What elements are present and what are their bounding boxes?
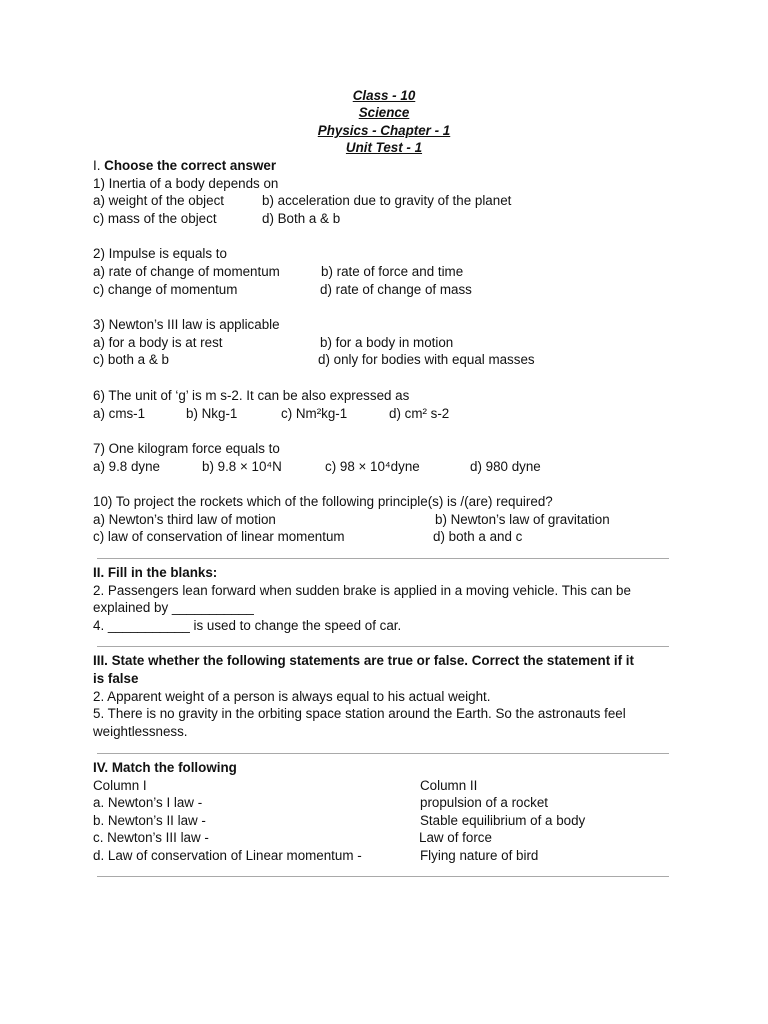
question-10-option-a: a) Newton’s third law of motion: [93, 512, 276, 527]
question-3: 3) Newton’s III law is applicable: [93, 317, 280, 332]
section-3-title-line-2: is false: [93, 671, 139, 686]
column-2-header: Column II: [420, 778, 478, 793]
question-2-option-c: c) change of momentum: [93, 282, 238, 297]
match-right-d: Flying nature of bird: [420, 848, 539, 863]
question-1-option-a: a) weight of the object: [93, 193, 225, 208]
question-1-option-d: d) Both a & b: [262, 211, 341, 226]
section-1-title: [93, 157, 276, 174]
match-left-a: a. Newton’s I law -: [93, 795, 203, 810]
match-left-c: c. Newton’s III law -: [93, 830, 209, 845]
question-6: 6) The unit of ‘g’ is m s-2. It can be also expressed as: [93, 388, 410, 403]
subject-heading: Science: [358, 105, 410, 120]
question-3-option-a: a) for a body is at rest: [93, 335, 223, 350]
question-7-option-b: b) 9.8 × 10⁴N: [202, 459, 282, 474]
question-3-option-c: c) both a & b: [93, 352, 169, 367]
section-divider: [97, 753, 669, 754]
fill-blank-2-line-2: explained by ___________: [93, 600, 254, 615]
column-1-header: Column I: [93, 778, 147, 793]
question-2-option-b: b) rate of force and time: [321, 264, 464, 279]
question-6-option-c: c) Nm²kg-1: [281, 406, 348, 421]
question-6-option-b: b) Nkg-1: [186, 406, 238, 421]
match-right-a: propulsion of a rocket: [420, 795, 549, 810]
question-1: 1) Inertia of a body depends on: [93, 176, 279, 191]
chapter-heading: Physics - Chapter - 1: [317, 123, 451, 138]
true-false-2: 2. Apparent weight of a person is always equal to his actual weight.: [93, 689, 491, 704]
match-right-c: Law of force: [419, 830, 492, 845]
match-right-b: Stable equilibrium of a body: [420, 813, 586, 828]
match-left-d: d. Law of conservation of Linear momentum -: [93, 848, 362, 863]
question-6-option-a: a) cms-1: [93, 406, 146, 421]
question-2-option-d: d) rate of change of mass: [320, 282, 472, 297]
question-10-option-b: b) Newton’s law of gravitation: [435, 512, 610, 527]
section-divider: [97, 876, 669, 877]
section-2-title: II. Fill in the blanks:: [93, 565, 218, 580]
section-4-title: IV. Match the following: [93, 760, 237, 775]
section-divider: [97, 646, 669, 647]
match-left-b: b. Newton’s II law -: [93, 813, 206, 828]
question-1-option-b: b) acceleration due to gravity of the planet: [262, 193, 512, 208]
question-2: 2) Impulse is equals to: [93, 246, 227, 261]
fill-blank-2-line-1: 2. Passengers lean forward when sudden brake is applied in a moving vehicle. This can be: [93, 583, 631, 598]
true-false-5-line-1: 5. There is no gravity in the orbiting space station around the Earth. So the astronauts feel: [93, 706, 626, 721]
question-7-option-a: a) 9.8 dyne: [93, 459, 160, 474]
question-1-option-c: c) mass of the object: [93, 211, 217, 226]
question-3-option-b: b) for a body in motion: [320, 335, 454, 350]
true-false-5-line-2: weightlessness.: [93, 724, 188, 739]
test-heading: Unit Test - 1: [345, 140, 423, 155]
question-7-option-d: d) 980 dyne: [470, 459, 541, 474]
question-6-option-d: d) cm² s-2: [389, 406, 450, 421]
question-2-option-a: a) rate of change of momentum: [93, 264, 280, 279]
question-10-option-c: c) law of conservation of linear momentum: [93, 529, 345, 544]
section-1-number: I.: [93, 158, 101, 173]
question-10-option-d: d) both a and c: [433, 529, 523, 544]
section-1-title-text: Choose the correct answer: [100, 158, 277, 173]
class-heading: Class - 10: [352, 88, 416, 103]
section-divider: [97, 558, 669, 559]
question-3-option-d: d) only for bodies with equal masses: [318, 352, 535, 367]
question-7: 7) One kilogram force equals to: [93, 441, 280, 456]
fill-blank-4: 4. ___________ is used to change the speed of car.: [93, 618, 402, 633]
question-10: 10) To project the rockets which of the following principle(s) is /(are) required?: [93, 494, 553, 509]
section-3-title-line-1: III. State whether the following statements are true or false. Correct the statement if it: [93, 653, 634, 668]
question-7-option-c: c) 98 × 10⁴dyne: [325, 459, 420, 474]
